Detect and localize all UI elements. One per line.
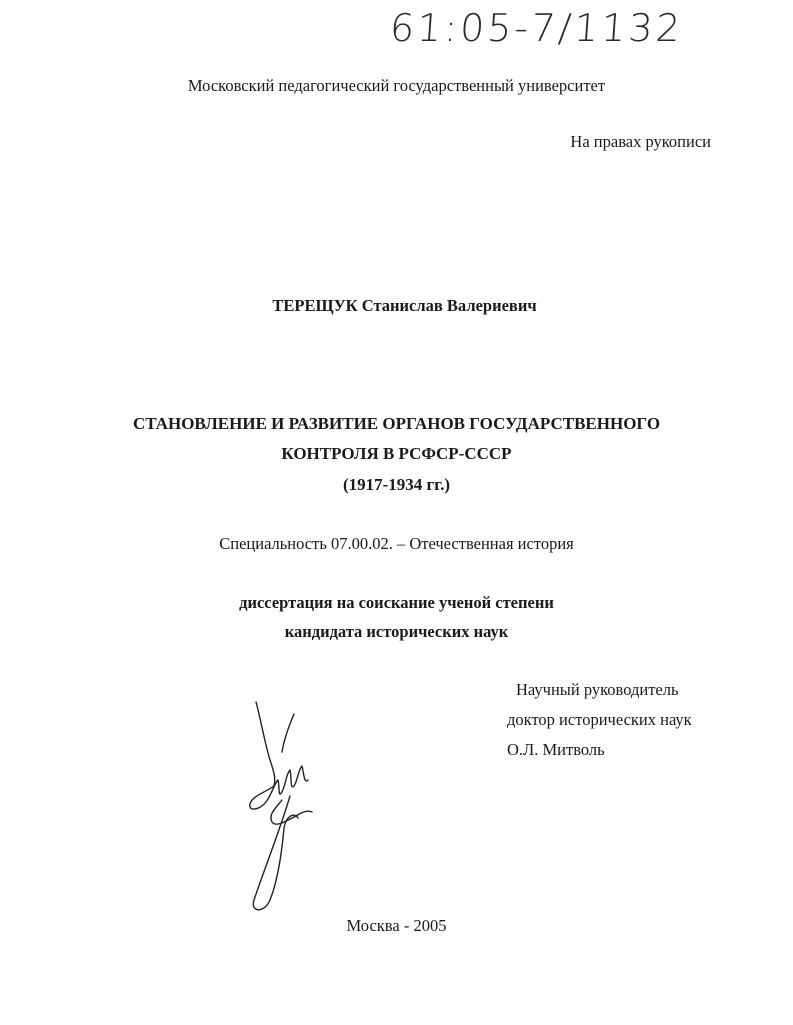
signature-stroke <box>271 800 312 824</box>
signature-stroke <box>282 714 294 752</box>
degree-line-1: диссертация на соискание ученой степени <box>239 593 554 612</box>
title-line-1: СТАНОВЛЕНИЕ И РАЗВИТИЕ ОРГАНОВ ГОСУДАРСТВЕННОГО <box>132 414 661 433</box>
specialty: Специальность 07.00.02. – Отечественная история <box>219 534 574 553</box>
author-name <box>0 296 793 316</box>
title-line-2: КОНТРОЛЯ В РСФСР-СССР <box>281 444 512 463</box>
manuscript-rights: На правах рукописи <box>570 132 711 151</box>
author-surname: ТЕРЕЩУК <box>272 296 358 315</box>
author-given-names: Станислав Валериевич <box>361 296 537 315</box>
signature-stroke <box>250 766 308 809</box>
university-name: Московский педагогический государственный университет <box>187 76 606 95</box>
supervisor-label: Научный руководитель <box>516 680 679 699</box>
signature <box>236 700 326 915</box>
supervisor-degree: доктор исторических наук <box>507 710 692 729</box>
archive-number: 61:05-7/1132 <box>388 6 685 50</box>
degree-line-2: кандидата исторических наук <box>284 622 509 641</box>
supervisor-name: О.Л. Митволь <box>507 740 605 759</box>
place-year: Москва - 2005 <box>346 916 447 935</box>
signature-stroke <box>256 702 275 786</box>
signature-stroke <box>253 796 298 910</box>
title-line-3: (1917-1934 гг.) <box>342 475 450 494</box>
